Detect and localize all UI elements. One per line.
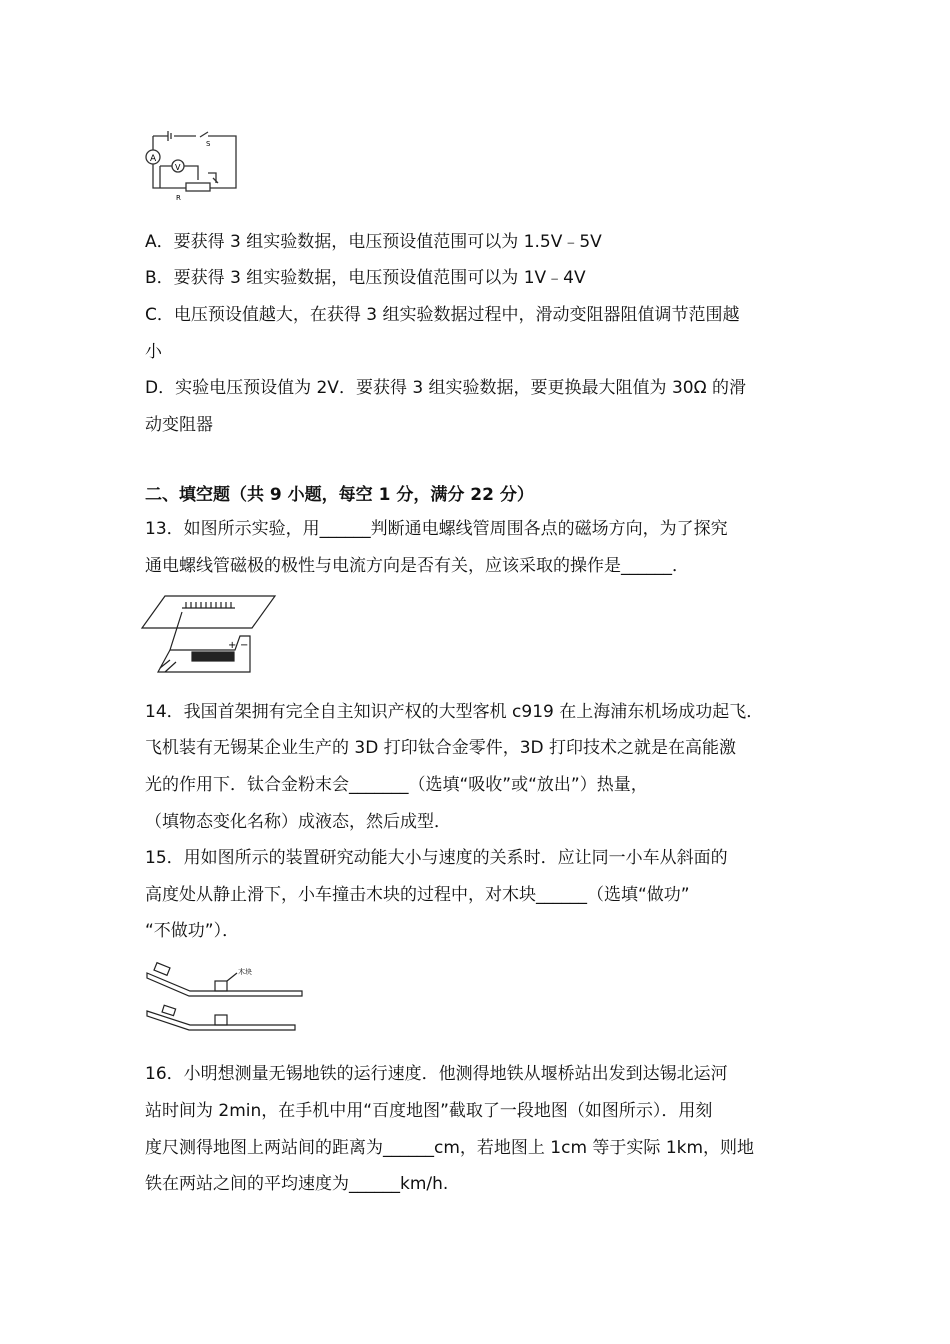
option-a: A．要获得 3 组实验数据，电压预设值范围可以为 1.5V﹣5V: [145, 232, 602, 252]
q14-line3: 光的作用下．钛合金粉末会_______（选填“吸收”或“放出”）热量，: [145, 775, 648, 795]
option-b: B．要获得 3 组实验数据，电压预设值范围可以为 1V﹣4V: [145, 268, 586, 288]
q16-line2: 站时间为 2min，在手机中用“百度地图”截取了一段地图（如图所示）．用刻: [145, 1101, 713, 1121]
q13-line2: 通电螺线管磁极的极性与电流方向是否有关，应该采取的操作是______．: [145, 556, 689, 576]
ammeter-label: A: [150, 154, 157, 164]
q16-line1: 16．小明想测量无锡地铁的运行速度．他测得地铁从堰桥站出发到达锡北运河: [145, 1064, 728, 1084]
ramp-figure: [145, 955, 305, 1033]
solenoid-minus-label: −: [240, 640, 249, 651]
q15-line1: 15．用如图所示的装置研究动能大小与速度的关系时．应让同一小车从斜面的: [145, 848, 728, 868]
ramp-block-label: 木块: [238, 968, 252, 976]
q16-line4: 铁在两站之间的平均速度为______km/h.: [145, 1174, 449, 1194]
q14-line1: 14．我国首架拥有完全自主知识产权的大型客机 c919 在上海浦东机场成功起飞．: [145, 702, 764, 722]
option-c-line1: C．电压预设值越大，在获得 3 组实验数据过程中，滑动变阻器阻值调节范围越: [145, 305, 740, 325]
solenoid-figure: [140, 590, 280, 680]
option-d-line1: D．实验电压预设值为 2V．要获得 3 组实验数据，要更换最大阻值为 30Ω 的滑: [145, 378, 746, 398]
q15-line3: “不做功”）．: [145, 921, 240, 941]
switch-label: S: [206, 140, 211, 148]
q13-line1: 13．如图所示实验，用______判断通电螺线管周围各点的磁场方向，为了探究: [145, 519, 728, 539]
q15-line2: 高度处从静止滑下，小车撞击木块的过程中，对木块______（选填“做功”: [145, 885, 690, 905]
q14-line2: 飞机装有无锡某企业生产的 3D 打印钛合金零件，3D 打印技术之就是在高能激: [145, 738, 737, 758]
option-d-line2: 动变阻器: [145, 415, 213, 435]
resistor-label: R: [176, 194, 181, 200]
voltmeter-label: V: [175, 163, 181, 172]
solenoid-plus-label: +: [228, 640, 237, 651]
q14-line4: （填物态变化名称）成液态，然后成型．: [145, 812, 451, 832]
q16-line3: 度尺测得地图上两站间的距离为______cm，若地图上 1cm 等于实际 1km，则地: [145, 1138, 755, 1158]
circuit-figure: [138, 128, 243, 200]
option-c-line2: 小: [145, 342, 162, 362]
section-title: 二、填空题（共 9 小题，每空 1 分，满分 22 分）: [145, 485, 534, 505]
